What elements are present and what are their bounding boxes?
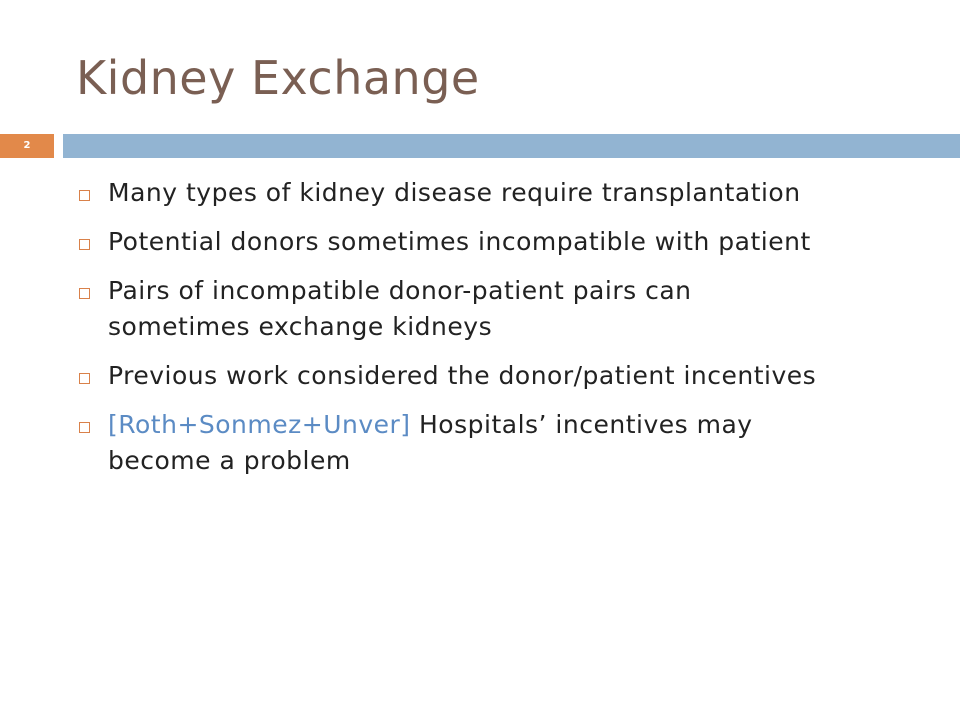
slide-number-badge: 2	[0, 134, 54, 158]
bullet-text: Previous work considered the donor/patient incentives	[108, 361, 817, 390]
square-bullet-icon	[79, 288, 90, 299]
square-bullet-icon	[79, 422, 90, 433]
bullet-item	[76, 358, 836, 394]
bullet-item	[76, 407, 836, 479]
bullet-text: Potential donors sometimes incompatible with patient	[108, 227, 811, 256]
bullet-text: Pairs of incompatible donor-patient pairs can sometimes exchange kidneys	[108, 276, 692, 341]
square-bullet-icon	[79, 239, 90, 250]
square-bullet-icon	[79, 373, 90, 384]
bullet-text: Many types of kidney disease require transplantation	[108, 178, 801, 207]
citation-link[interactable]: [Roth+Sonmez+Unver]	[108, 410, 411, 439]
header-rule-bar	[63, 134, 960, 158]
bullet-item	[76, 224, 836, 260]
slide-title: Kidney Exchange	[76, 51, 480, 105]
square-bullet-icon	[79, 190, 90, 201]
bullet-item	[76, 175, 836, 211]
bullet-text: Hospitals’ incentives may become a problem	[108, 410, 753, 475]
bullet-list	[76, 175, 836, 492]
bullet-item	[76, 273, 836, 345]
